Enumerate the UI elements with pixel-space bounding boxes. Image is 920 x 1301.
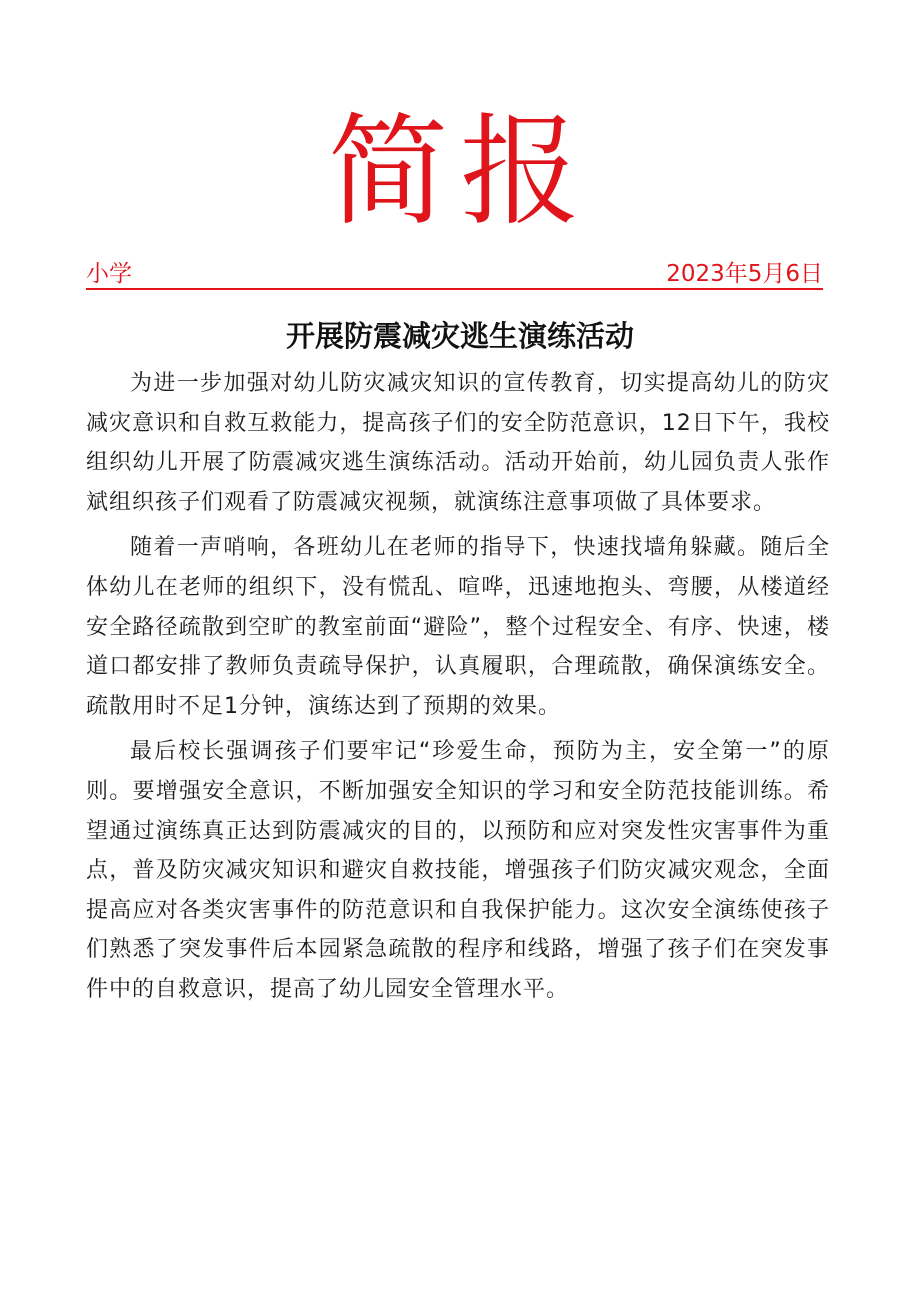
school-name: 小学 bbox=[86, 261, 132, 287]
article-title: 开展防震减灾逃生演练活动 bbox=[285, 319, 634, 353]
masthead-title: 简报 bbox=[328, 103, 592, 242]
paragraph: 为进一步加强对幼儿防灾减灾知识的宣传教育，切实提高幼儿的防灾减灾意识和自救互救能力，提高孩子们的安全防范意识，12日下午，我校组织幼儿开展了防震减灾逃生演练活动。活动开始前，幼儿园负责人张作斌组织孩子们观看了防震减灾视频，就演练注意事项做了具体要求。 bbox=[86, 371, 830, 515]
header-info-line bbox=[86, 260, 823, 290]
article-body bbox=[86, 364, 830, 1016]
paragraph: 随着一声哨响，各班幼儿在老师的指导下，快速找墙角躲藏。随后全体幼儿在老师的组织下，没有慌乱、喧哗，迅速地抱头、弯腰，从楼道经安全路径疏散到空旷的教室前面“避险”，整个过程安全、有序、快速，楼道口都安排了教师负责疏导保护，认真履职，合理疏散，确保演练安全。疏散用时不足1分钟，演练达到了预期的效果。 bbox=[86, 535, 830, 719]
report-date: 2023年5月6日 bbox=[666, 261, 823, 287]
paragraph: 最后校长强调孩子们要牢记“珍爱生命，预防为主，安全第一”的原则。要增强安全意识，不断加强安全知识的学习和安全防范技能训练。希望通过演练真正达到防震减灾的目的，以预防和应对突发性灾害事件为重点，普及防灾减灾知识和避灾自救技能，增强孩子们防灾减灾观念，全面提高应对各类灾害事件的防范意识和自我保护能力。这次安全演练使孩子们熟悉了突发事件后本园紧急疏散的程序和线路，增强了孩子们在突发事件中的自救意识，提高了幼儿园安全管理水平。 bbox=[86, 739, 830, 1002]
